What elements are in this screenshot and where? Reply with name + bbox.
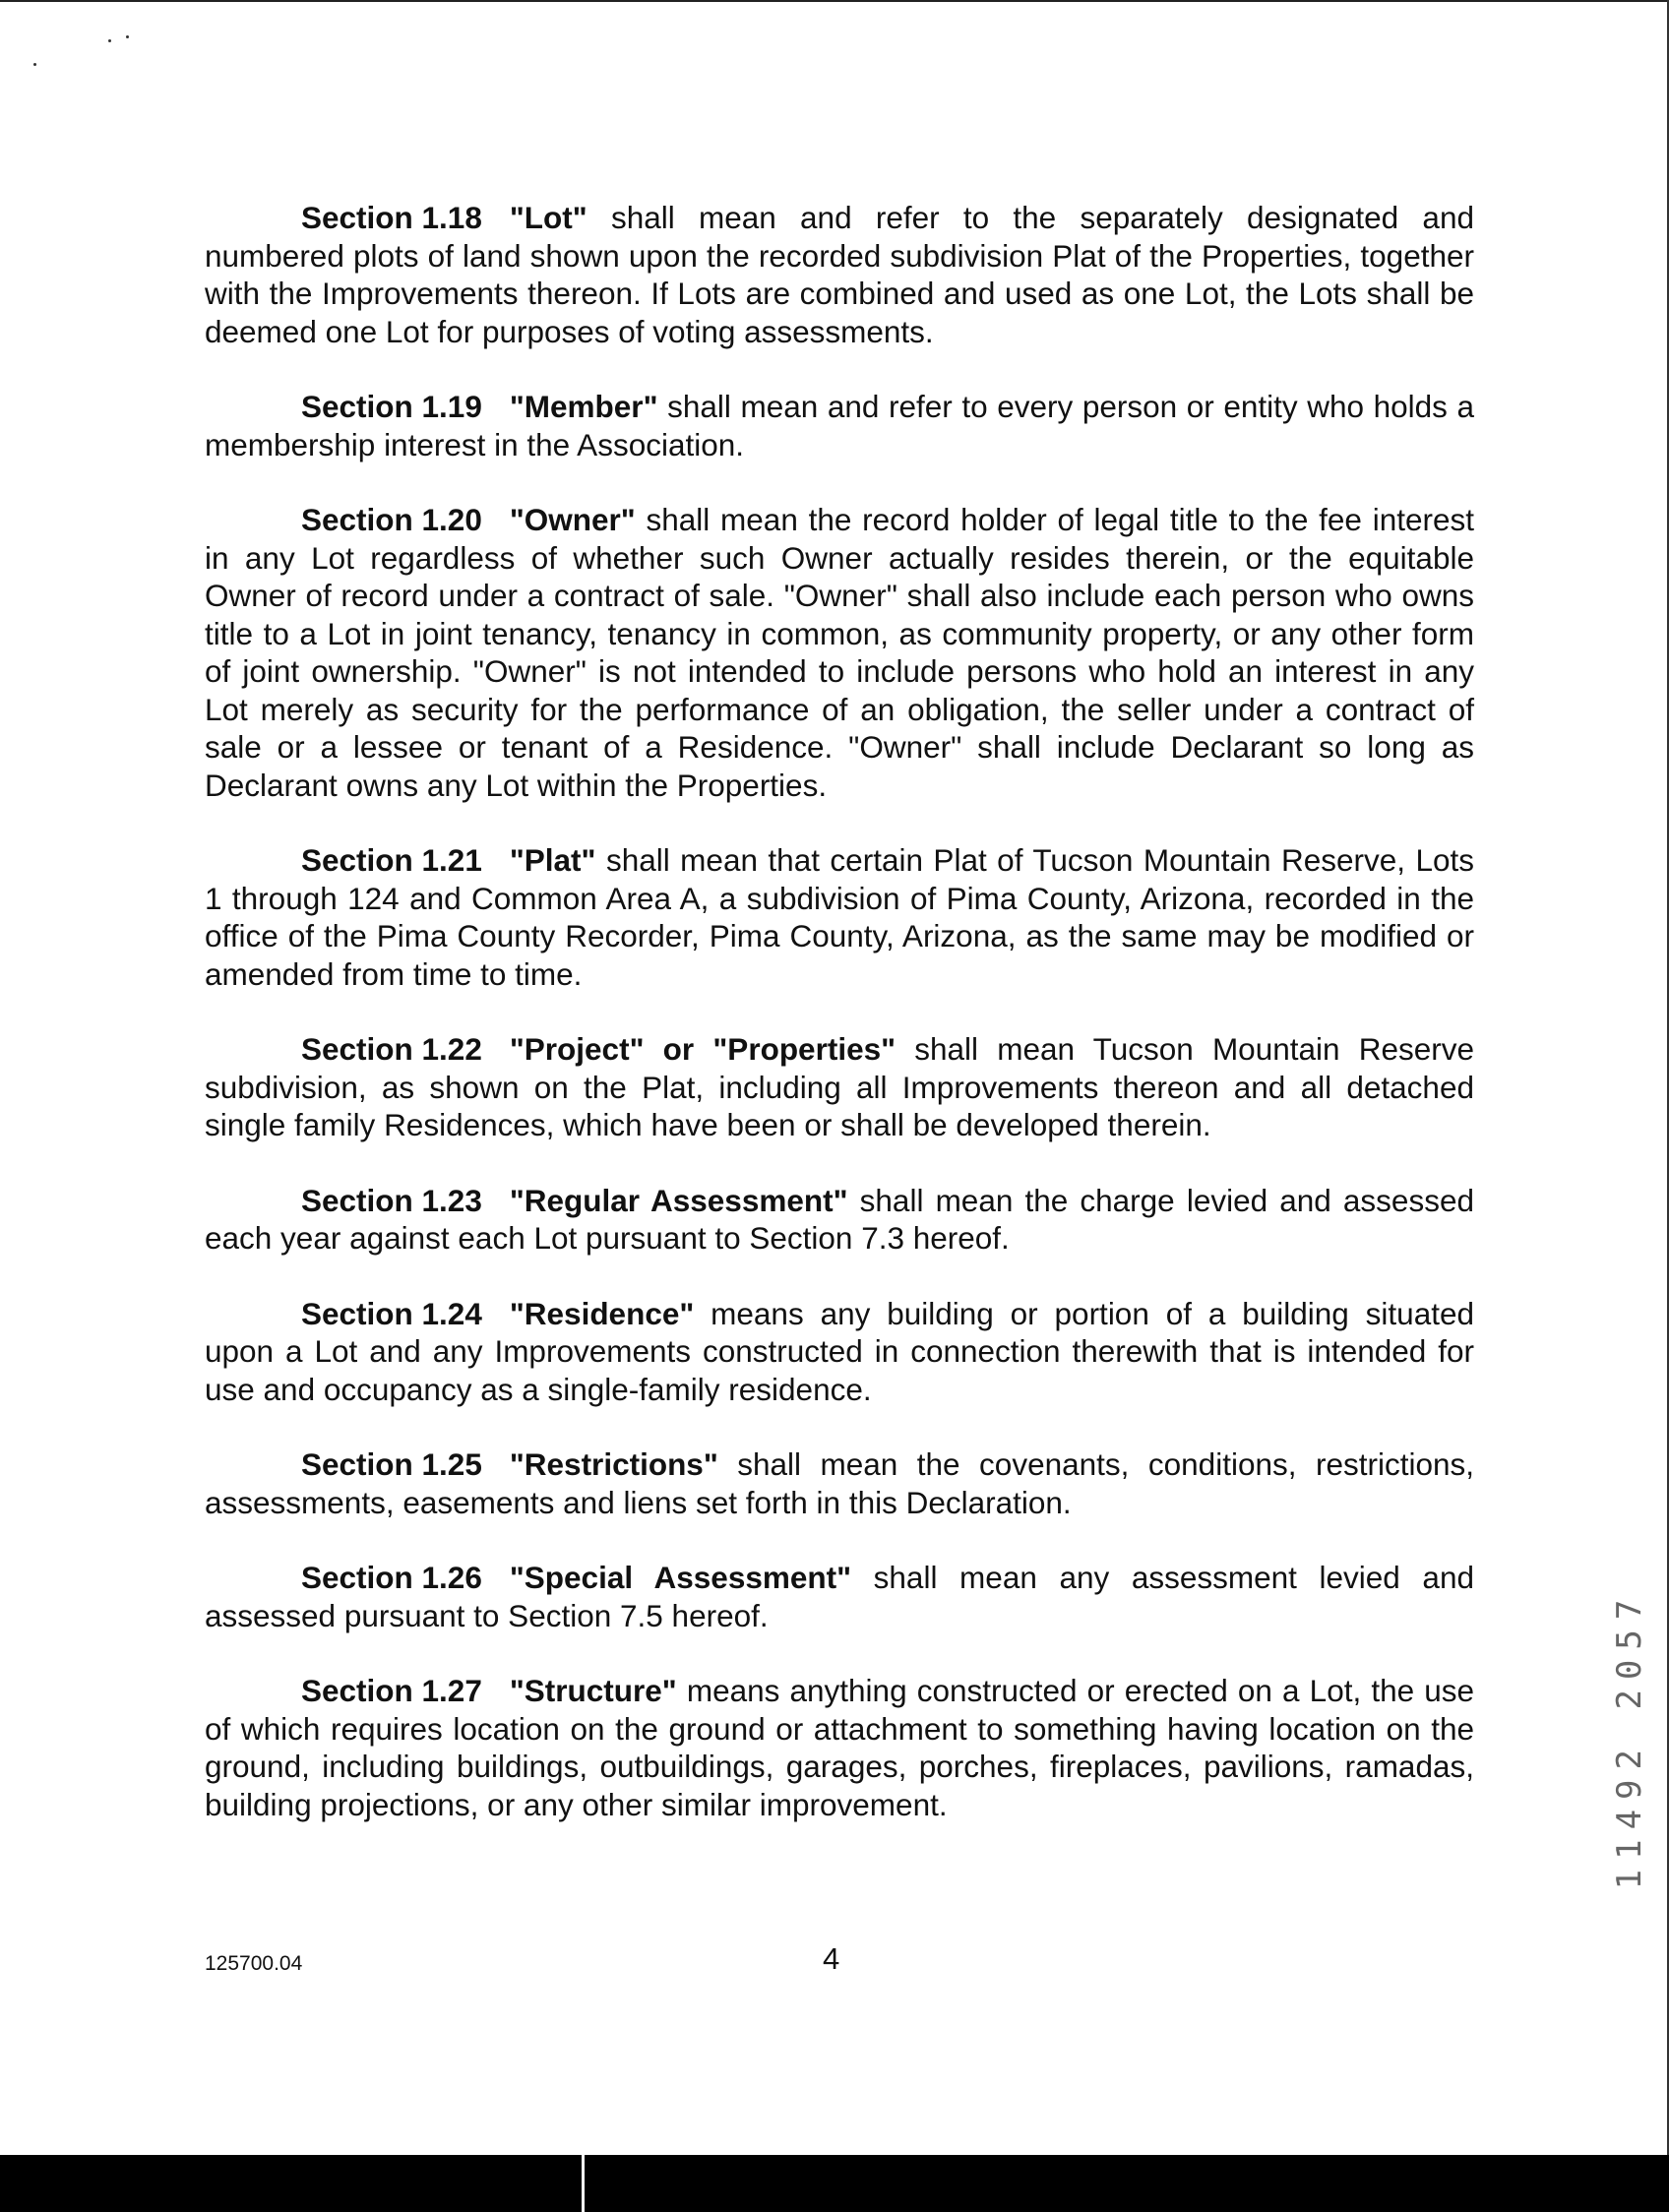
section-number: Section 1.24 (301, 1295, 482, 1331)
section-term: "Restrictions" (509, 1446, 718, 1482)
section-text: shall mean Tucson Mountain Reserve subdivision, as shown on the Plat, including all Improvements thereon and all detached single family Residences, which have been or shall be developed therein. (205, 1031, 1475, 1142)
section-number: Section 1.20 (301, 502, 482, 537)
section-text: shall mean the charge levied and assessed each year against each Lot pursuant to Section 7.3 hereof. (205, 1182, 1474, 1256)
recording-stamp (1610, 1553, 1649, 1927)
section-1-20 (205, 501, 1474, 804)
section-term: "Structure" (509, 1673, 677, 1708)
section-1-25 (205, 1445, 1474, 1521)
section-1-27 (205, 1672, 1474, 1823)
footer-page-number: 4 (823, 1941, 840, 1976)
section-term: "Plat" (509, 842, 596, 878)
section-text: shall mean and refer to the separately designated and numbered plots of land shown upon the recorded subdivision Plat of the Properties, together with the Improvements thereon. If Lots are combined and used as one Lot, the Lots shall be deemed one Lot for purposes of voting assessments. (205, 200, 1474, 349)
scan-specks (24, 26, 132, 85)
section-text: means anything constructed or erected on a Lot, the use of which requires location on the ground or attachment to something having location on the ground, including buildings, outbuildings, garages, porches, fireplaces, pavilions, ramadas, building projections, or any other similar improvement. (205, 1673, 1474, 1822)
section-number: Section 1.26 (301, 1560, 482, 1595)
footer-doc-number: 125700.04 (205, 1952, 303, 1975)
section-1-21 (205, 841, 1474, 993)
section-term: "Regular Assessment" (509, 1182, 848, 1218)
scan-bottom-bar (0, 2155, 1669, 2212)
section-number: Section 1.27 (301, 1673, 482, 1708)
section-text: means any building or portion of a building situated upon a Lot and any Improvements constructed in connection therewith that is intended for use and occupancy as a single-family residence. (205, 1295, 1474, 1407)
scan-speck (108, 39, 111, 42)
section-number: Section 1.23 (301, 1182, 482, 1218)
document-body (205, 199, 1474, 1823)
scan-border-top (0, 0, 1669, 2)
section-text: shall mean the record holder of legal title to the fee interest in any Lot regardless of whether such Owner actually resides therein, or the equitable Owner of record under a contract of sale. "Owner" shall also include each person who owns title to a Lot in joint tenancy, tenancy in common, as community property, or any other form of joint ownership. "Owner" is not intended to include persons who hold an interest in any Lot merely as security for the performance of an obligation, the seller under a contract of sale or a lessee or tenant of a Residence. "Owner" shall include Declarant so long as Declarant owns any Lot within the Properties. (205, 502, 1474, 803)
scan-speck (33, 63, 36, 66)
section-number: Section 1.25 (301, 1446, 482, 1482)
section-1-24 (205, 1295, 1474, 1409)
section-text: shall mean and refer to every person or entity who holds a membership interest in the Association. (205, 389, 1474, 462)
section-1-18 (205, 199, 1474, 350)
section-number: Section 1.22 (301, 1031, 482, 1067)
section-1-22 (205, 1030, 1474, 1144)
section-text: shall mean that certain Plat of Tucson Mountain Reserve, Lots 1 through 124 and Common Area A, a subdivision of Pima County, Arizona, recorded in the office of the Pima County Recorder, Pima County, Arizona, as the same may be modified or amended from time to time. (205, 842, 1474, 992)
recording-stamp-text: 11492 2057 (1610, 1589, 1649, 1890)
scan-bottom-divider (582, 2155, 585, 2212)
section-term: "Owner" (509, 502, 636, 537)
section-text: shall mean any assessment levied and assessed pursuant to Section 7.5 hereof. (205, 1560, 1474, 1633)
scan-speck (126, 35, 129, 38)
section-number: Section 1.18 (301, 200, 482, 235)
section-term: "Project" or "Properties" (509, 1031, 896, 1067)
section-term: "Residence" (509, 1295, 695, 1331)
section-term: "Special Assessment" (509, 1560, 852, 1595)
section-term: "Lot" (509, 200, 587, 235)
section-text: shall mean the covenants, conditions, restrictions, assessments, easements and liens set forth in this Declaration. (205, 1446, 1474, 1520)
section-number: Section 1.21 (301, 842, 482, 878)
section-1-19 (205, 388, 1474, 463)
section-number: Section 1.19 (301, 389, 482, 424)
section-1-23 (205, 1182, 1474, 1258)
section-1-26 (205, 1559, 1474, 1634)
section-term: "Member" (509, 389, 658, 424)
